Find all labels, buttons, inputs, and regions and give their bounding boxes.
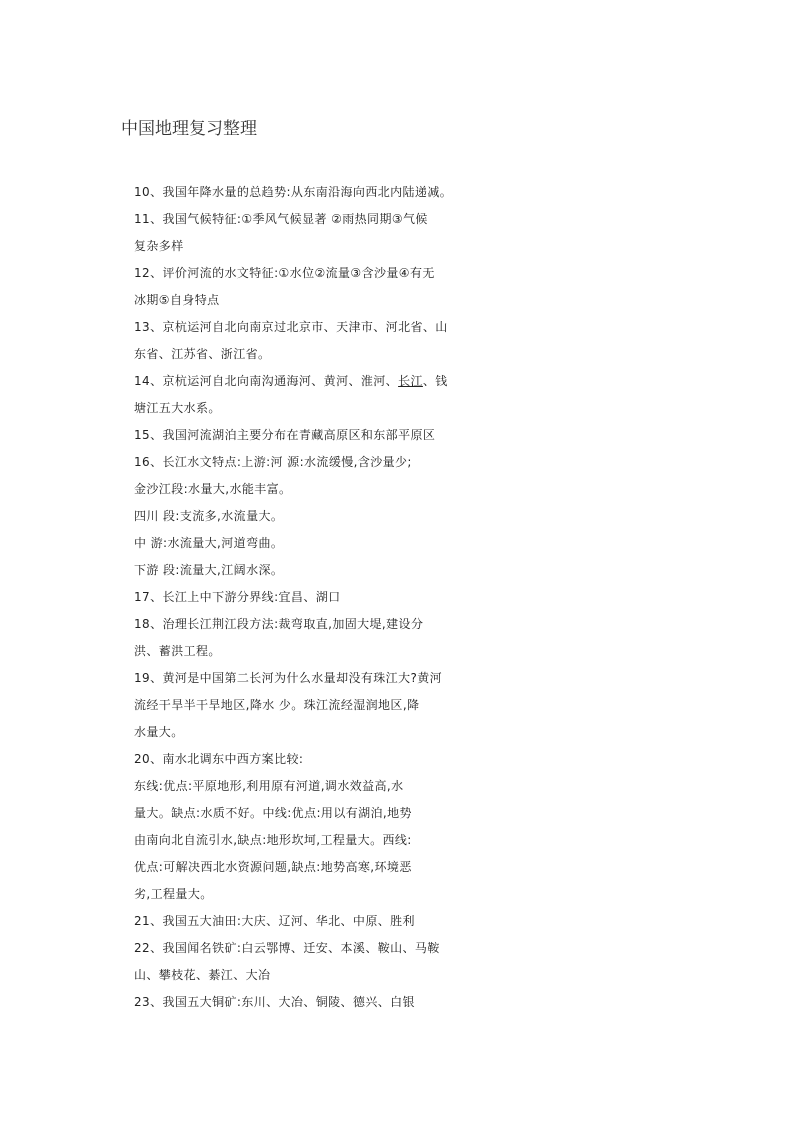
document-title: 中国地理复习整理 (121, 119, 257, 139)
text-line: 12、评价河流的水文特征:①水位②流量③含沙量④有无 (134, 266, 435, 280)
text-line: 冰期⑤自身特点 (134, 293, 220, 307)
text-line: 流经干旱半干旱地区,降水 少。珠江流经湿润地区,降 (134, 698, 420, 712)
document-body (134, 182, 474, 1019)
text-line: 21、我国五大油田:大庆、辽河、华北、中原、胜利 (134, 914, 415, 928)
text-line: 量大。缺点:水质不好。中线:优点:用以有湖泊,地势 (134, 806, 412, 820)
text-line: 由南向北自流引水,缺点:地形坎坷,工程量大。西线: (134, 833, 412, 847)
text-line: 10、我国年降水量的总趋势:从东南沿海向西北内陆递减。 (134, 185, 453, 199)
text-line: 22、我国闻名铁矿:白云鄂博、迁安、本溪、鞍山、马鞍 (134, 941, 440, 955)
text-line: 金沙江段:水量大,水能丰富。 (134, 482, 292, 496)
text-segment: 14、京杭运河自北向南沟通海河、黄河、淮河、 (134, 374, 399, 388)
text-line: 四川 段:支流多,水流量大。 (134, 509, 284, 523)
text-line: 优点:可解决西北水资源问题,缺点:地势高寒,环境恶 (134, 860, 412, 874)
text-line: 23、我国五大铜矿:东川、大冶、铜陵、德兴、白银 (134, 995, 415, 1009)
text-line: 下游 段:流量大,江阔水深。 (134, 563, 284, 577)
text-line: 复杂多样 (134, 239, 184, 253)
text-line: 15、我国河流湖泊主要分布在青藏高原区和东部平原区 (134, 428, 436, 442)
text-line: 洪、蓄洪工程。 (134, 644, 221, 658)
text-line: 11、我国气候特征:①季风气候显著 ②雨热同期③气候 (134, 212, 428, 226)
text-line: 16、长江水文特点:上游:河 源:水流缓慢,含沙量少; (134, 455, 412, 469)
text-line: 东省、江苏省、浙江省。 (134, 347, 271, 361)
underlined-link-text[interactable]: 长江 (398, 374, 423, 388)
text-line: 13、京杭运河自北向南京过北京市、天津市、河北省、山 (134, 320, 448, 334)
text-line: 20、南水北调东中西方案比较: (134, 752, 304, 766)
text-line: 17、长江上中下游分界线:宜昌、湖口 (134, 590, 341, 604)
text-line: 中 游:水流量大,河道弯曲。 (134, 536, 284, 550)
text-line: 山、攀枝花、綦江、大冶 (134, 968, 271, 982)
text-line: 水量大。 (134, 725, 184, 739)
text-line (134, 371, 474, 398)
text-line: 塘江五大水系。 (134, 401, 221, 415)
text-line: 东线:优点:平原地形,利用原有河道,调水效益高,水 (134, 779, 404, 793)
text-line: 19、黄河是中国第二长河为什么水量却没有珠江大?黄河 (134, 671, 443, 685)
text-line: 18、治理长江荆江段方法:裁弯取直,加固大堤,建设分 (134, 617, 424, 631)
text-line: 劣,工程量大。 (134, 887, 213, 901)
text-segment: 、钱 (422, 374, 448, 388)
